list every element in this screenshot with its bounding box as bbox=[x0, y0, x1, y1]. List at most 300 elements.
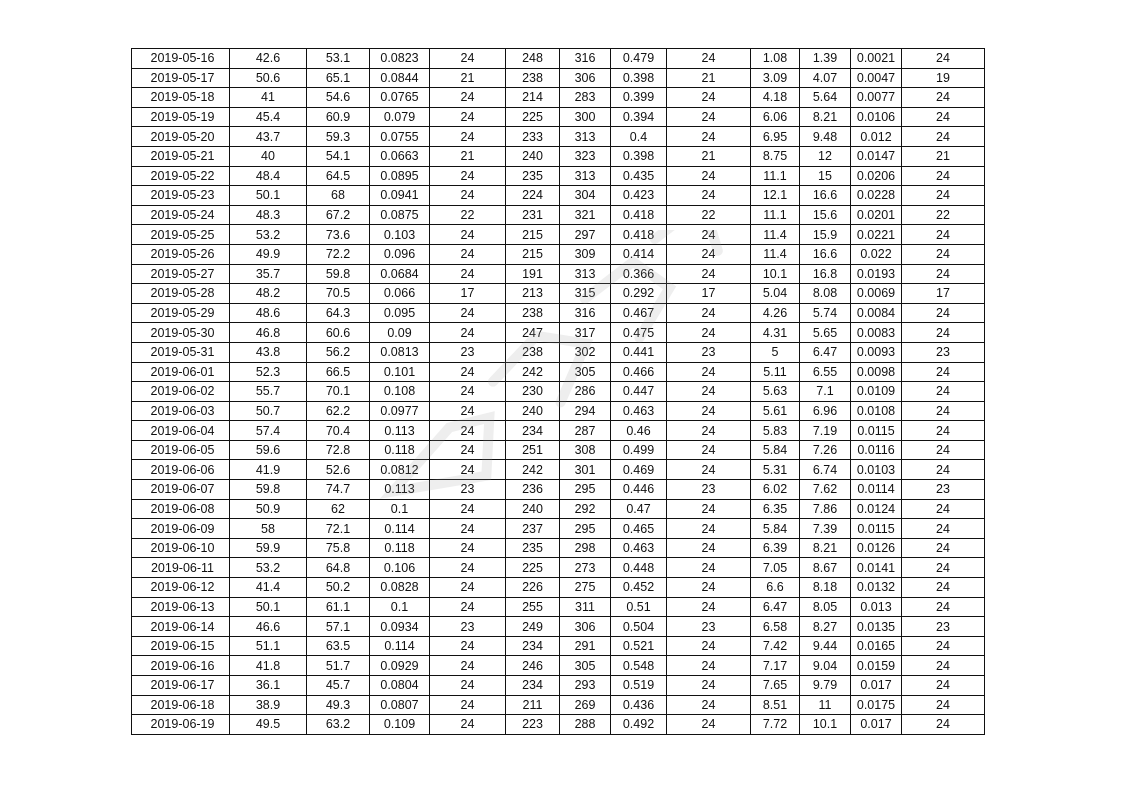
value-cell: 24 bbox=[430, 49, 506, 69]
value-cell: 65.1 bbox=[307, 68, 370, 88]
value-cell: 40 bbox=[230, 146, 307, 166]
value-cell: 45.7 bbox=[307, 676, 370, 696]
value-cell: 63.2 bbox=[307, 715, 370, 735]
value-cell: 24 bbox=[667, 676, 751, 696]
table-row bbox=[132, 617, 985, 637]
value-cell: 24 bbox=[430, 440, 506, 460]
value-cell: 213 bbox=[506, 284, 560, 304]
value-cell: 0.012 bbox=[851, 127, 902, 147]
value-cell: 225 bbox=[506, 558, 560, 578]
value-cell: 4.26 bbox=[751, 303, 800, 323]
value-cell: 0.103 bbox=[370, 225, 430, 245]
value-cell: 238 bbox=[506, 68, 560, 88]
value-cell: 24 bbox=[667, 382, 751, 402]
value-cell: 24 bbox=[667, 597, 751, 617]
value-cell: 0.0201 bbox=[851, 205, 902, 225]
value-cell: 42.6 bbox=[230, 49, 307, 69]
value-cell: 0.0069 bbox=[851, 284, 902, 304]
table-row bbox=[132, 636, 985, 656]
value-cell: 24 bbox=[667, 715, 751, 735]
date-cell: 2019-06-07 bbox=[132, 480, 230, 500]
value-cell: 7.26 bbox=[800, 440, 851, 460]
date-cell: 2019-06-15 bbox=[132, 636, 230, 656]
value-cell: 24 bbox=[902, 166, 985, 186]
value-cell: 306 bbox=[560, 617, 611, 637]
value-cell: 24 bbox=[430, 695, 506, 715]
value-cell: 24 bbox=[667, 49, 751, 69]
value-cell: 21 bbox=[430, 146, 506, 166]
value-cell: 24 bbox=[902, 578, 985, 598]
value-cell: 292 bbox=[560, 499, 611, 519]
value-cell: 0.0934 bbox=[370, 617, 430, 637]
table-row bbox=[132, 499, 985, 519]
date-cell: 2019-06-05 bbox=[132, 440, 230, 460]
value-cell: 0.0228 bbox=[851, 186, 902, 206]
value-cell: 12.1 bbox=[751, 186, 800, 206]
value-cell: 6.6 bbox=[751, 578, 800, 598]
value-cell: 64.5 bbox=[307, 166, 370, 186]
date-cell: 2019-05-17 bbox=[132, 68, 230, 88]
value-cell: 5.84 bbox=[751, 519, 800, 539]
value-cell: 6.96 bbox=[800, 401, 851, 421]
value-cell: 211 bbox=[506, 695, 560, 715]
value-cell: 306 bbox=[560, 68, 611, 88]
value-cell: 0.4 bbox=[611, 127, 667, 147]
table-row bbox=[132, 166, 985, 186]
value-cell: 24 bbox=[902, 186, 985, 206]
value-cell: 10.1 bbox=[751, 264, 800, 284]
value-cell: 24 bbox=[902, 264, 985, 284]
value-cell: 24 bbox=[667, 107, 751, 127]
value-cell: 0.0147 bbox=[851, 146, 902, 166]
value-cell: 8.08 bbox=[800, 284, 851, 304]
value-cell: 24 bbox=[902, 88, 985, 108]
value-cell: 50.6 bbox=[230, 68, 307, 88]
value-cell: 0.366 bbox=[611, 264, 667, 284]
value-cell: 59.8 bbox=[307, 264, 370, 284]
value-cell: 24 bbox=[902, 440, 985, 460]
value-cell: 57.4 bbox=[230, 421, 307, 441]
value-cell: 223 bbox=[506, 715, 560, 735]
value-cell: 6.47 bbox=[751, 597, 800, 617]
value-cell: 24 bbox=[430, 244, 506, 264]
value-cell: 24 bbox=[902, 244, 985, 264]
value-cell: 15 bbox=[800, 166, 851, 186]
table-body bbox=[132, 49, 985, 735]
value-cell: 7.62 bbox=[800, 480, 851, 500]
value-cell: 0.51 bbox=[611, 597, 667, 617]
table-row bbox=[132, 695, 985, 715]
value-cell: 24 bbox=[667, 519, 751, 539]
value-cell: 295 bbox=[560, 519, 611, 539]
value-cell: 6.02 bbox=[751, 480, 800, 500]
value-cell: 21 bbox=[667, 68, 751, 88]
value-cell: 24 bbox=[902, 382, 985, 402]
value-cell: 24 bbox=[430, 460, 506, 480]
value-cell: 41.9 bbox=[230, 460, 307, 480]
value-cell: 24 bbox=[667, 166, 751, 186]
value-cell: 247 bbox=[506, 323, 560, 343]
value-cell: 24 bbox=[902, 695, 985, 715]
value-cell: 0.447 bbox=[611, 382, 667, 402]
value-cell: 0.475 bbox=[611, 323, 667, 343]
value-cell: 53.2 bbox=[230, 558, 307, 578]
value-cell: 24 bbox=[902, 715, 985, 735]
value-cell: 4.18 bbox=[751, 88, 800, 108]
date-cell: 2019-06-01 bbox=[132, 362, 230, 382]
value-cell: 60.9 bbox=[307, 107, 370, 127]
value-cell: 0.0084 bbox=[851, 303, 902, 323]
date-cell: 2019-05-16 bbox=[132, 49, 230, 69]
value-cell: 56.2 bbox=[307, 342, 370, 362]
date-cell: 2019-05-26 bbox=[132, 244, 230, 264]
value-cell: 7.86 bbox=[800, 499, 851, 519]
value-cell: 0.0844 bbox=[370, 68, 430, 88]
value-cell: 15.9 bbox=[800, 225, 851, 245]
value-cell: 0.0159 bbox=[851, 656, 902, 676]
value-cell: 0.013 bbox=[851, 597, 902, 617]
value-cell: 0.499 bbox=[611, 440, 667, 460]
value-cell: 24 bbox=[430, 166, 506, 186]
value-cell: 51.7 bbox=[307, 656, 370, 676]
value-cell: 62.2 bbox=[307, 401, 370, 421]
value-cell: 60.6 bbox=[307, 323, 370, 343]
value-cell: 22 bbox=[667, 205, 751, 225]
value-cell: 21 bbox=[902, 146, 985, 166]
value-cell: 0.0193 bbox=[851, 264, 902, 284]
date-cell: 2019-05-31 bbox=[132, 342, 230, 362]
value-cell: 7.19 bbox=[800, 421, 851, 441]
value-cell: 0.0141 bbox=[851, 558, 902, 578]
value-cell: 5.63 bbox=[751, 382, 800, 402]
value-cell: 0.423 bbox=[611, 186, 667, 206]
value-cell: 0.0115 bbox=[851, 519, 902, 539]
date-cell: 2019-06-06 bbox=[132, 460, 230, 480]
date-cell: 2019-06-04 bbox=[132, 421, 230, 441]
value-cell: 24 bbox=[430, 715, 506, 735]
value-cell: 226 bbox=[506, 578, 560, 598]
table-row bbox=[132, 205, 985, 225]
value-cell: 0.0684 bbox=[370, 264, 430, 284]
value-cell: 7.72 bbox=[751, 715, 800, 735]
value-cell: 24 bbox=[430, 558, 506, 578]
value-cell: 5.61 bbox=[751, 401, 800, 421]
value-cell: 21 bbox=[430, 68, 506, 88]
value-cell: 24 bbox=[902, 323, 985, 343]
value-cell: 35.7 bbox=[230, 264, 307, 284]
value-cell: 224 bbox=[506, 186, 560, 206]
table-row bbox=[132, 538, 985, 558]
value-cell: 67.2 bbox=[307, 205, 370, 225]
value-cell: 234 bbox=[506, 421, 560, 441]
value-cell: 291 bbox=[560, 636, 611, 656]
value-cell: 0.441 bbox=[611, 342, 667, 362]
value-cell: 62 bbox=[307, 499, 370, 519]
value-cell: 215 bbox=[506, 225, 560, 245]
value-cell: 0.398 bbox=[611, 68, 667, 88]
value-cell: 19 bbox=[902, 68, 985, 88]
value-cell: 0.452 bbox=[611, 578, 667, 598]
value-cell: 24 bbox=[667, 499, 751, 519]
value-cell: 46.6 bbox=[230, 617, 307, 637]
value-cell: 0.1 bbox=[370, 597, 430, 617]
value-cell: 0.109 bbox=[370, 715, 430, 735]
value-cell: 269 bbox=[560, 695, 611, 715]
value-cell: 302 bbox=[560, 342, 611, 362]
value-cell: 11.4 bbox=[751, 225, 800, 245]
date-cell: 2019-06-19 bbox=[132, 715, 230, 735]
value-cell: 8.05 bbox=[800, 597, 851, 617]
value-cell: 24 bbox=[430, 519, 506, 539]
table-row bbox=[132, 127, 985, 147]
value-cell: 24 bbox=[902, 499, 985, 519]
value-cell: 59.9 bbox=[230, 538, 307, 558]
value-cell: 24 bbox=[430, 636, 506, 656]
value-cell: 24 bbox=[902, 558, 985, 578]
value-cell: 54.6 bbox=[307, 88, 370, 108]
value-cell: 24 bbox=[902, 107, 985, 127]
value-cell: 24 bbox=[430, 578, 506, 598]
value-cell: 10.1 bbox=[800, 715, 851, 735]
value-cell: 0.0804 bbox=[370, 676, 430, 696]
value-cell: 235 bbox=[506, 538, 560, 558]
value-cell: 24 bbox=[667, 127, 751, 147]
value-cell: 23 bbox=[667, 342, 751, 362]
date-cell: 2019-05-27 bbox=[132, 264, 230, 284]
value-cell: 238 bbox=[506, 303, 560, 323]
value-cell: 214 bbox=[506, 88, 560, 108]
value-cell: 8.51 bbox=[751, 695, 800, 715]
value-cell: 74.7 bbox=[307, 480, 370, 500]
value-cell: 59.8 bbox=[230, 480, 307, 500]
value-cell: 5.83 bbox=[751, 421, 800, 441]
date-cell: 2019-05-20 bbox=[132, 127, 230, 147]
table-row bbox=[132, 244, 985, 264]
value-cell: 66.5 bbox=[307, 362, 370, 382]
value-cell: 41 bbox=[230, 88, 307, 108]
value-cell: 0.46 bbox=[611, 421, 667, 441]
value-cell: 0.519 bbox=[611, 676, 667, 696]
value-cell: 50.9 bbox=[230, 499, 307, 519]
value-cell: 54.1 bbox=[307, 146, 370, 166]
value-cell: 240 bbox=[506, 146, 560, 166]
value-cell: 6.35 bbox=[751, 499, 800, 519]
value-cell: 0.0977 bbox=[370, 401, 430, 421]
value-cell: 16.6 bbox=[800, 186, 851, 206]
value-cell: 301 bbox=[560, 460, 611, 480]
value-cell: 0.1 bbox=[370, 499, 430, 519]
value-cell: 0.0812 bbox=[370, 460, 430, 480]
value-cell: 0.0929 bbox=[370, 656, 430, 676]
value-cell: 64.3 bbox=[307, 303, 370, 323]
value-cell: 45.4 bbox=[230, 107, 307, 127]
value-cell: 0.0106 bbox=[851, 107, 902, 127]
value-cell: 249 bbox=[506, 617, 560, 637]
value-cell: 308 bbox=[560, 440, 611, 460]
value-cell: 0.0114 bbox=[851, 480, 902, 500]
date-cell: 2019-06-02 bbox=[132, 382, 230, 402]
value-cell: 24 bbox=[667, 401, 751, 421]
value-cell: 0.504 bbox=[611, 617, 667, 637]
table-row bbox=[132, 225, 985, 245]
value-cell: 6.55 bbox=[800, 362, 851, 382]
value-cell: 5.84 bbox=[751, 440, 800, 460]
value-cell: 0.0093 bbox=[851, 342, 902, 362]
value-cell: 5.04 bbox=[751, 284, 800, 304]
value-cell: 24 bbox=[902, 362, 985, 382]
value-cell: 0.0103 bbox=[851, 460, 902, 480]
value-cell: 24 bbox=[667, 88, 751, 108]
value-cell: 23 bbox=[430, 480, 506, 500]
table-row bbox=[132, 284, 985, 304]
table-row bbox=[132, 264, 985, 284]
table-row bbox=[132, 401, 985, 421]
date-cell: 2019-05-22 bbox=[132, 166, 230, 186]
value-cell: 7.65 bbox=[751, 676, 800, 696]
value-cell: 24 bbox=[667, 323, 751, 343]
value-cell: 48.3 bbox=[230, 205, 307, 225]
value-cell: 72.1 bbox=[307, 519, 370, 539]
value-cell: 0.47 bbox=[611, 499, 667, 519]
value-cell: 321 bbox=[560, 205, 611, 225]
value-cell: 275 bbox=[560, 578, 611, 598]
value-cell: 0.0813 bbox=[370, 342, 430, 362]
value-cell: 63.5 bbox=[307, 636, 370, 656]
value-cell: 43.8 bbox=[230, 342, 307, 362]
value-cell: 49.9 bbox=[230, 244, 307, 264]
value-cell: 24 bbox=[430, 127, 506, 147]
value-cell: 75.8 bbox=[307, 538, 370, 558]
value-cell: 59.3 bbox=[307, 127, 370, 147]
value-cell: 24 bbox=[902, 421, 985, 441]
value-cell: 24 bbox=[902, 676, 985, 696]
value-cell: 230 bbox=[506, 382, 560, 402]
value-cell: 0.0875 bbox=[370, 205, 430, 225]
value-cell: 24 bbox=[902, 401, 985, 421]
value-cell: 24 bbox=[667, 264, 751, 284]
value-cell: 234 bbox=[506, 676, 560, 696]
value-cell: 24 bbox=[667, 225, 751, 245]
value-cell: 70.5 bbox=[307, 284, 370, 304]
value-cell: 0.492 bbox=[611, 715, 667, 735]
value-cell: 0.022 bbox=[851, 244, 902, 264]
value-cell: 300 bbox=[560, 107, 611, 127]
value-cell: 215 bbox=[506, 244, 560, 264]
value-cell: 23 bbox=[902, 342, 985, 362]
date-cell: 2019-06-03 bbox=[132, 401, 230, 421]
value-cell: 0.418 bbox=[611, 225, 667, 245]
value-cell: 5.64 bbox=[800, 88, 851, 108]
value-cell: 0.114 bbox=[370, 636, 430, 656]
value-cell: 288 bbox=[560, 715, 611, 735]
value-cell: 4.31 bbox=[751, 323, 800, 343]
value-cell: 304 bbox=[560, 186, 611, 206]
value-cell: 24 bbox=[430, 323, 506, 343]
value-cell: 323 bbox=[560, 146, 611, 166]
value-cell: 41.4 bbox=[230, 578, 307, 598]
value-cell: 0.418 bbox=[611, 205, 667, 225]
value-cell: 236 bbox=[506, 480, 560, 500]
value-cell: 6.06 bbox=[751, 107, 800, 127]
value-cell: 24 bbox=[667, 186, 751, 206]
value-cell: 0.0765 bbox=[370, 88, 430, 108]
value-cell: 0.448 bbox=[611, 558, 667, 578]
date-cell: 2019-05-28 bbox=[132, 284, 230, 304]
value-cell: 0.435 bbox=[611, 166, 667, 186]
value-cell: 36.1 bbox=[230, 676, 307, 696]
value-cell: 1.08 bbox=[751, 49, 800, 69]
value-cell: 305 bbox=[560, 362, 611, 382]
table-row bbox=[132, 656, 985, 676]
value-cell: 7.1 bbox=[800, 382, 851, 402]
value-cell: 17 bbox=[430, 284, 506, 304]
value-cell: 24 bbox=[902, 49, 985, 69]
table-row bbox=[132, 558, 985, 578]
value-cell: 0.0126 bbox=[851, 538, 902, 558]
value-cell: 286 bbox=[560, 382, 611, 402]
value-cell: 48.4 bbox=[230, 166, 307, 186]
value-cell: 24 bbox=[430, 303, 506, 323]
value-cell: 0.0755 bbox=[370, 127, 430, 147]
table-row bbox=[132, 49, 985, 69]
value-cell: 8.21 bbox=[800, 538, 851, 558]
value-cell: 8.18 bbox=[800, 578, 851, 598]
value-cell: 297 bbox=[560, 225, 611, 245]
date-cell: 2019-05-19 bbox=[132, 107, 230, 127]
value-cell: 6.74 bbox=[800, 460, 851, 480]
value-cell: 7.05 bbox=[751, 558, 800, 578]
value-cell: 0.394 bbox=[611, 107, 667, 127]
table-row bbox=[132, 382, 985, 402]
value-cell: 17 bbox=[667, 284, 751, 304]
value-cell: 5.74 bbox=[800, 303, 851, 323]
value-cell: 316 bbox=[560, 49, 611, 69]
value-cell: 23 bbox=[430, 617, 506, 637]
value-cell: 0.292 bbox=[611, 284, 667, 304]
value-cell: 0.469 bbox=[611, 460, 667, 480]
value-cell: 24 bbox=[430, 88, 506, 108]
value-cell: 24 bbox=[667, 303, 751, 323]
value-cell: 0.0941 bbox=[370, 186, 430, 206]
value-cell: 23 bbox=[902, 617, 985, 637]
value-cell: 43.7 bbox=[230, 127, 307, 147]
value-cell: 0.414 bbox=[611, 244, 667, 264]
value-cell: 287 bbox=[560, 421, 611, 441]
date-cell: 2019-06-13 bbox=[132, 597, 230, 617]
value-cell: 72.2 bbox=[307, 244, 370, 264]
value-cell: 49.5 bbox=[230, 715, 307, 735]
data-table-container bbox=[131, 48, 985, 735]
value-cell: 0.113 bbox=[370, 480, 430, 500]
value-cell: 233 bbox=[506, 127, 560, 147]
value-cell: 24 bbox=[430, 107, 506, 127]
value-cell: 9.44 bbox=[800, 636, 851, 656]
value-cell: 242 bbox=[506, 362, 560, 382]
value-cell: 24 bbox=[902, 225, 985, 245]
value-cell: 11.1 bbox=[751, 166, 800, 186]
table-row bbox=[132, 323, 985, 343]
value-cell: 11.4 bbox=[751, 244, 800, 264]
value-cell: 24 bbox=[902, 597, 985, 617]
table-row bbox=[132, 578, 985, 598]
value-cell: 15.6 bbox=[800, 205, 851, 225]
value-cell: 0.0135 bbox=[851, 617, 902, 637]
value-cell: 9.79 bbox=[800, 676, 851, 696]
value-cell: 0.114 bbox=[370, 519, 430, 539]
table-row bbox=[132, 480, 985, 500]
value-cell: 5.31 bbox=[751, 460, 800, 480]
value-cell: 0.0116 bbox=[851, 440, 902, 460]
